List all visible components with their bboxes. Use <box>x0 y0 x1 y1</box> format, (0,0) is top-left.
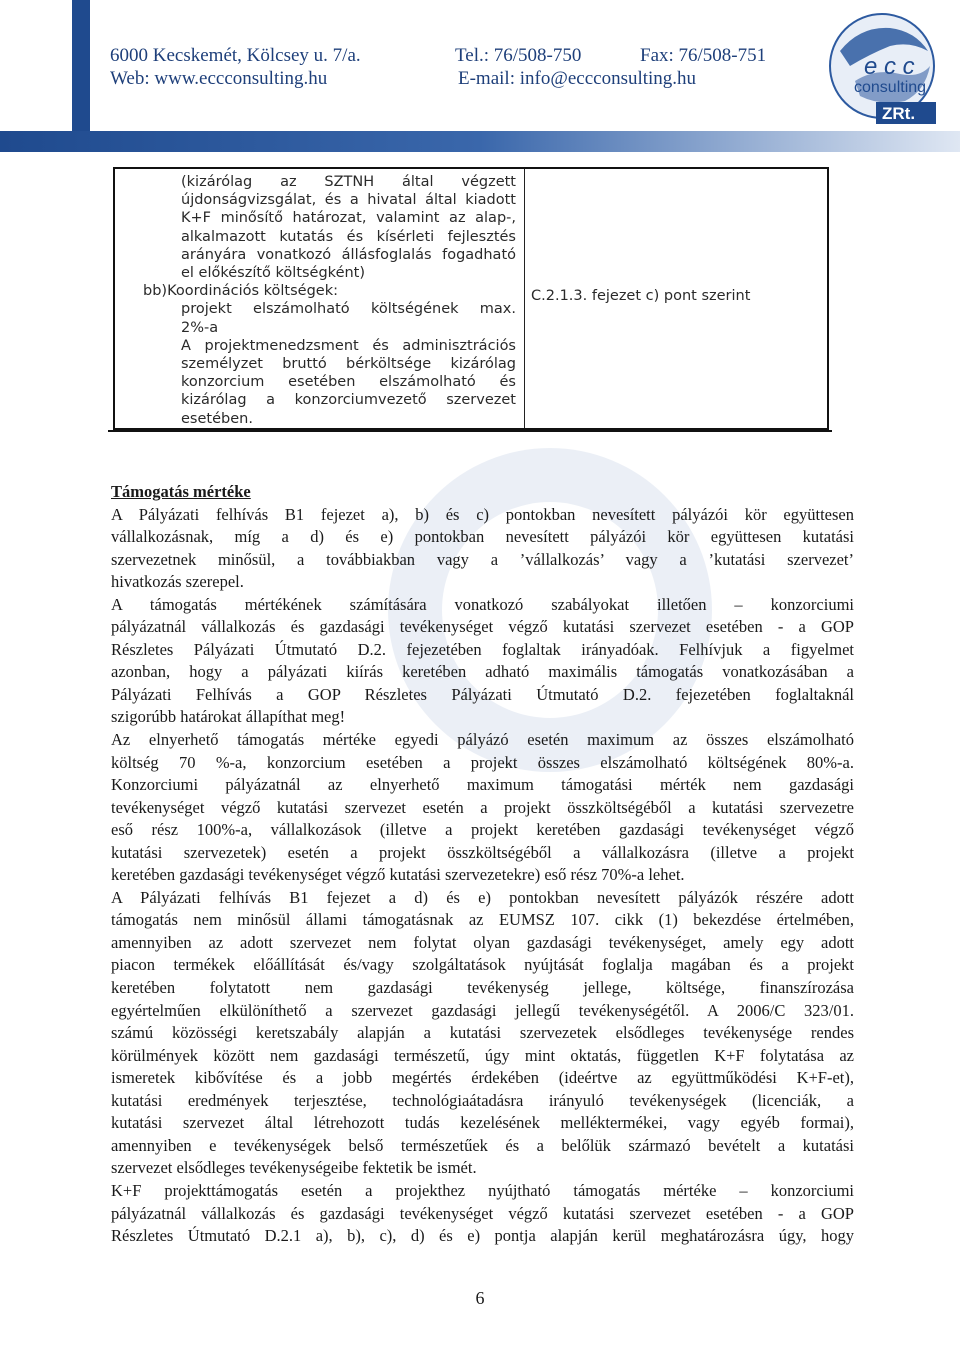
table-line: el előkészítő költségként) <box>181 265 366 282</box>
paragraph-line: Pályázati Felhívás a GOP Részletes Pályázati Útmutató D.2. fejezetében foglaltaknál <box>111 684 854 704</box>
table-line: konzorcium esetében elszámolható és <box>181 374 516 391</box>
paragraph-line: támogatás nem minősül állami támogatásnak az EUMSZ 107. cikk (1) bekezdése értelmében, <box>111 910 854 930</box>
header-horizontal-bar <box>0 131 960 152</box>
table-line: esetében. <box>181 410 253 427</box>
paragraph-line: piacon termékek előállítását és/vagy szolgáltatások nyújtását foglalja magában és a projekt <box>111 955 854 975</box>
table-left-cell <box>115 169 525 428</box>
paragraph-line: kutatási szervezetek) esetén a projekt összköltségéből a vállalkozásra (illetve a projekt <box>111 842 854 862</box>
table-line: újdonságvizsgálat, és a hivatal által kiadott <box>181 192 516 209</box>
paragraph-line: pályázatnál vállalkozás és gazdasági tevékenységet végző kutatási szervezet esetében - a GOP <box>111 617 854 637</box>
table-line: kizárólag a konzorciumvezető szervezet <box>181 392 516 409</box>
paragraph-line: A Pályázati felhívás B1 fejezet a d) és e) pontokban nevesített pályázók részére adott <box>111 887 854 907</box>
paragraph-line: szervezet elsődleges tevékenységeibe fektetik be ismét. <box>111 1158 477 1178</box>
page-number: 6 <box>475 1288 485 1308</box>
paragraph-line: Konzorciumi pályázatnál az elnyerhető maximum támogatási mérték nem gazdasági <box>111 775 854 795</box>
paragraph-line: szigorúbb határokat állapíthat meg! <box>111 707 346 727</box>
header-address: 6000 Kecskemét, Kölcsey u. 7/a. <box>110 45 361 66</box>
body-text <box>111 481 854 1248</box>
paragraph-line: számú közösségi keretszabály alapján a kutatási szervezetek elsődleges tevékenysége rendes <box>111 1023 854 1043</box>
section-heading: Támogatás mértéke <box>111 482 251 501</box>
table-line: személyzet bruttó bérköltsége kizárólag <box>181 356 516 373</box>
paragraph-line: Az elnyerhető támogatás mértéke egyedi pályázó esetén maximum az összes elszámolható <box>111 730 854 750</box>
paragraph-line: amennyiben az adott szervezet nem folytat olyan gazdasági tevékenységet, amely egy adott <box>111 932 854 952</box>
paragraph-line: A támogatás mértékének számítására vonatkozó szabályokat illetően – konzorciumi <box>111 594 854 614</box>
paragraph-line: körülmények között nem gazdasági természetű, úgy mint oktatás, független K+F folytatása az <box>111 1045 854 1065</box>
table-line: bb)Koordinációs költségek: <box>143 283 338 300</box>
paragraph-line: vállalkozásnak, míg a d) és e) pontokban nevesített pályázói kör együttesen kutatási <box>111 527 854 547</box>
paragraph-line: egyértelműen elkülöníthető a szervezet gazdasági jellegű tevékenységétől. A 2006/C 323/01. <box>111 1000 854 1020</box>
paragraph-line: hivatkozás szerepel. <box>111 572 244 592</box>
table-right-text: C.2.1.3. fejezet c) pont szerint <box>531 288 751 304</box>
paragraph-line: K+F projekttámogatás esetén a projekthez nyújtható támogatás mértéke – konzorciumi <box>111 1180 854 1200</box>
paragraph-line: azonban, hogy a pályázati kiírás keretében adható maximális támogatás vonatkozásában a <box>111 662 854 682</box>
logo-letters: e c c <box>864 53 915 80</box>
table-line: 2%-a <box>181 319 219 336</box>
header-fax: Fax: 76/508-751 <box>640 45 767 66</box>
paragraph-line: szervezetnek minősül, a továbbiakban vagy a ’vállalkozás’ vagy a ’kutatási szervezet’ <box>111 549 854 569</box>
paragraph-line: Részletes Útmutató D.2.1 a), b), c), d) és e) pontja alapján kerül meghatározásra úgy, hogy <box>111 1226 854 1246</box>
table-bottom-border <box>108 430 832 432</box>
paragraph-line: ismeretek kibővítése és a jobb megértés érdekében (ideértve az együttműködési K+F-et), <box>111 1068 854 1088</box>
paragraph-line: kutatási eredmények terjesztése, technológiaátadásra irányuló tevékenységek (licenciák, a <box>111 1090 854 1110</box>
header-vertical-bar <box>72 0 90 152</box>
table-line: alkalmazott kutatás és kísérleti fejlesztés <box>181 228 516 245</box>
paragraph-line: eső rész 100%-a, vállalkozások (illetve a projekt keretében gazdasági tevékenységet végző <box>111 820 854 840</box>
table-line: (kizárólag az SZTNH által végzett <box>181 174 516 190</box>
table-line: arányára vonatkozó állásfoglalás fogadható <box>181 246 516 263</box>
paragraph-line: pályázatnál vállalkozás és gazdasági tevékenységet végző kutatási szervezet esetében - a GOP <box>111 1203 854 1223</box>
table-right-cell <box>525 169 827 428</box>
paragraph-line: keretében folytatott nem gazdasági tevékenység jellege, költsége, finanszírozása <box>111 978 854 998</box>
paragraph-line: Részletes Pályázati Útmutató D.2. fejezetében foglaltak irányadóak. Felhívjuk a figyelmet <box>111 639 854 659</box>
company-logo <box>820 6 950 126</box>
header-web: Web: www.eccconsulting.hu <box>110 68 328 89</box>
table-line: K+F minősítő határozat, valamint az alap-, <box>181 210 516 227</box>
header-email: E-mail: info@eccconsulting.hu <box>458 68 697 89</box>
paragraph-line: amennyiben e tevékenységek belső természetűek és a belőlük származó bevételt a kutatási <box>111 1135 854 1155</box>
header-tel: Tel.: 76/508-750 <box>455 45 582 66</box>
table-line: A projektmenedzsment és adminisztrációs <box>181 337 516 354</box>
paragraph-line: keretében gazdasági tevékenységet végző kutatási szervezetekre) eső rész 70%-a lehet. <box>111 865 685 885</box>
table-line: projekt elszámolható költségének max. <box>181 301 516 318</box>
paragraph-line: költség 70 %-a, konzorcium esetében a projekt összes elszámolható költségének 80%-a. <box>111 752 854 772</box>
paragraph-line: tevékenységet végző kutatási szervezet esetén a projekt összköltségéből a kutatási szervezetre <box>111 797 854 817</box>
logo-word: consulting <box>854 79 927 96</box>
cost-table <box>113 167 829 430</box>
logo-zrt: ZRt. <box>882 104 916 123</box>
paragraph-line: kutatási szervezet által létrehozott tudás kezelésének melléktermékei, vagy egyéb formai), <box>111 1113 854 1133</box>
paragraph-line: A Pályázati felhívás B1 fejezet a), b) és c) pontokban nevesített pályázói kör együttesen <box>111 504 854 524</box>
